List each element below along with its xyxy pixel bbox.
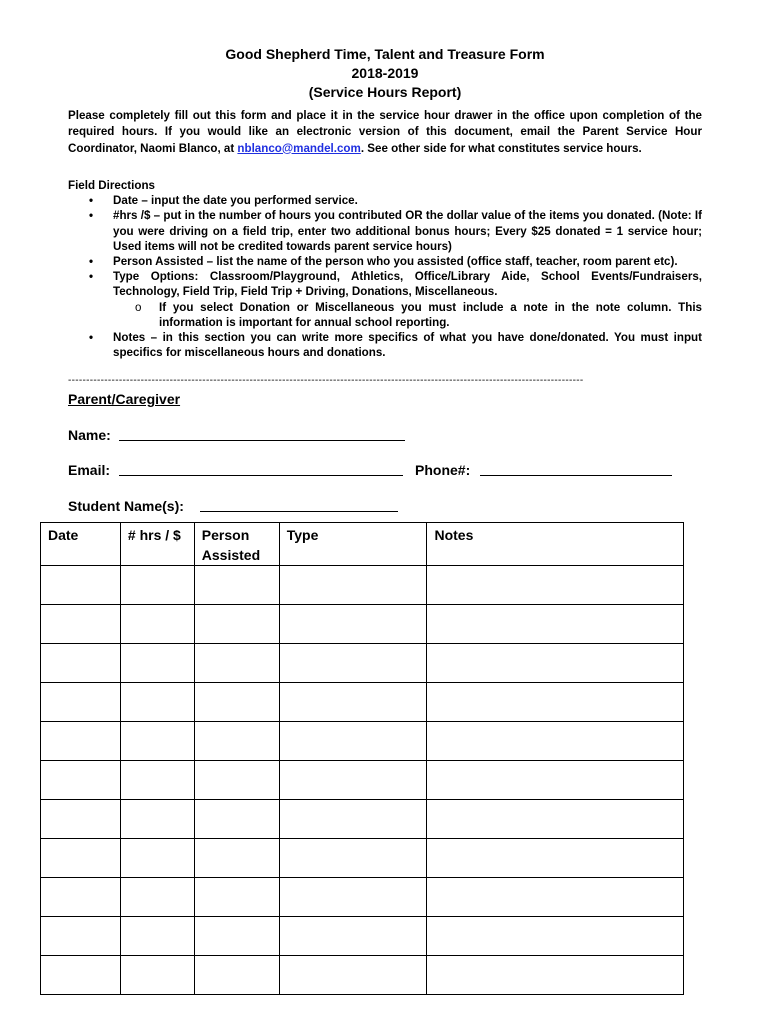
cell-type[interactable] xyxy=(279,605,427,644)
direction-text: #hrs /$ – put in the number of hours you contributed OR the dollar value of the items you donated. (Note: If you were driving on a field trip, enter two additional bonus hours; Every $25 donated = 1 service hour; Used items will not be credited towards parent service hours) xyxy=(113,209,702,253)
sub-bullet-icon: o xyxy=(135,300,142,314)
cell-type[interactable] xyxy=(279,839,427,878)
direction-item-person xyxy=(68,254,702,269)
phone-field[interactable] xyxy=(480,475,672,476)
direction-sub-item xyxy=(113,300,702,330)
student-names-field[interactable] xyxy=(200,511,398,512)
field-directions-heading: Field Directions xyxy=(68,179,155,192)
table-row xyxy=(41,800,684,839)
cell-notes[interactable] xyxy=(427,761,684,800)
col-header-type: Type xyxy=(279,523,427,566)
cell-person-assisted[interactable] xyxy=(194,566,279,605)
intro-text-end: . See other side for what constitutes service hours. xyxy=(360,141,642,155)
cell-person-assisted[interactable] xyxy=(194,605,279,644)
cell-date[interactable] xyxy=(41,683,121,722)
cell-date[interactable] xyxy=(41,566,121,605)
cell-notes[interactable] xyxy=(427,917,684,956)
col-header-notes: Notes xyxy=(427,523,684,566)
direction-sub-text: If you select Donation or Miscellaneous you must include a note in the note column. This information is important for annual school reporting. xyxy=(159,300,702,329)
table-row xyxy=(41,761,684,800)
cell-notes[interactable] xyxy=(427,800,684,839)
cell-notes[interactable] xyxy=(427,683,684,722)
cell-person-assisted[interactable] xyxy=(194,917,279,956)
intro-text: Please completely fill out this form and place it in the service hour drawer in the office upon completion of the required hours. If you would like an electronic version of this document, email the Parent Service Hour Coordinator, Naomi Blanco, at xyxy=(68,109,702,155)
cell-hours[interactable] xyxy=(120,800,194,839)
cell-type[interactable] xyxy=(279,761,427,800)
cell-person-assisted[interactable] xyxy=(194,644,279,683)
cell-person-assisted[interactable] xyxy=(194,839,279,878)
cell-type[interactable] xyxy=(279,917,427,956)
direction-text: Type Options: Classroom/Playground, Athletics, Office/Library Aide, School Events/Fundraisers, Technology, Field Trip, Field Trip + Driving, Donations, Miscellaneous. xyxy=(113,270,702,299)
direction-item-type xyxy=(68,269,702,330)
cell-hours[interactable] xyxy=(120,566,194,605)
cell-date[interactable] xyxy=(41,722,121,761)
col-header-date: Date xyxy=(41,523,121,566)
table-row xyxy=(41,839,684,878)
col-header-person-assisted: Person Assisted xyxy=(194,523,279,566)
service-hours-table xyxy=(40,522,684,995)
cell-date[interactable] xyxy=(41,761,121,800)
cell-date[interactable] xyxy=(41,800,121,839)
cell-date[interactable] xyxy=(41,956,121,995)
cell-hours[interactable] xyxy=(120,878,194,917)
direction-item-notes xyxy=(68,330,702,360)
cell-hours[interactable] xyxy=(120,956,194,995)
form-subtitle: (Service Hours Report) xyxy=(308,84,462,100)
type-sub-list xyxy=(113,300,702,330)
cell-type[interactable] xyxy=(279,644,427,683)
cell-hours[interactable] xyxy=(120,683,194,722)
bullet-icon: • xyxy=(89,331,94,345)
bullet-icon: • xyxy=(89,194,94,208)
direction-item-date xyxy=(68,193,702,208)
cell-notes[interactable] xyxy=(427,605,684,644)
cell-person-assisted[interactable] xyxy=(194,761,279,800)
cell-notes[interactable] xyxy=(427,956,684,995)
cell-hours[interactable] xyxy=(120,917,194,956)
cell-type[interactable] xyxy=(279,956,427,995)
cell-notes[interactable] xyxy=(427,878,684,917)
cell-date[interactable] xyxy=(41,644,121,683)
form-title: Good Shepherd Time, Talent and Treasure Form xyxy=(225,46,545,62)
table-row xyxy=(41,878,684,917)
cell-type[interactable] xyxy=(279,800,427,839)
table-row xyxy=(41,917,684,956)
email-label: Email: xyxy=(68,462,111,478)
cell-person-assisted[interactable] xyxy=(194,878,279,917)
cell-hours[interactable] xyxy=(120,722,194,761)
bullet-icon: • xyxy=(89,255,94,269)
cell-person-assisted[interactable] xyxy=(194,683,279,722)
cell-notes[interactable] xyxy=(427,839,684,878)
cell-hours[interactable] xyxy=(120,605,194,644)
cell-date[interactable] xyxy=(41,839,121,878)
table-row xyxy=(41,722,684,761)
directions-list xyxy=(68,193,702,360)
cell-notes[interactable] xyxy=(427,644,684,683)
name-field[interactable] xyxy=(119,440,405,441)
parent-caregiver-heading: Parent/Caregiver xyxy=(68,391,181,407)
cell-person-assisted[interactable] xyxy=(194,722,279,761)
table-row xyxy=(41,683,684,722)
cell-notes[interactable] xyxy=(427,566,684,605)
table-row xyxy=(41,605,684,644)
cell-date[interactable] xyxy=(41,917,121,956)
cell-hours[interactable] xyxy=(120,761,194,800)
bullet-icon: • xyxy=(89,270,94,284)
cell-date[interactable] xyxy=(41,878,121,917)
email-field[interactable] xyxy=(119,475,403,476)
table-row xyxy=(41,566,684,605)
field-directions xyxy=(68,178,702,360)
coordinator-email-link[interactable]: nblanco@mandel.com xyxy=(237,141,361,155)
table-row xyxy=(41,644,684,683)
student-names-label: Student Name(s): xyxy=(68,498,184,514)
table-body xyxy=(41,566,684,995)
cell-type[interactable] xyxy=(279,683,427,722)
dashed-divider: ---------------------------------------------------------------------------------------------------------------------------------------------- xyxy=(68,375,584,386)
direction-text: Notes – in this section you can write more specifics of what you have done/donated. You must input specifics for miscellaneous hours and donations. xyxy=(113,331,702,360)
cell-type[interactable] xyxy=(279,722,427,761)
cell-hours[interactable] xyxy=(120,839,194,878)
direction-text: Person Assisted – list the name of the person who you assisted (office staff, teacher, room parent etc). xyxy=(113,255,678,269)
table-row xyxy=(41,956,684,995)
cell-type[interactable] xyxy=(279,566,427,605)
intro-paragraph xyxy=(68,108,702,157)
cell-hours[interactable] xyxy=(120,644,194,683)
table-header-row xyxy=(41,523,684,566)
direction-text: Date – input the date you performed service. xyxy=(113,194,358,208)
cell-person-assisted[interactable] xyxy=(194,800,279,839)
cell-type[interactable] xyxy=(279,878,427,917)
cell-person-assisted[interactable] xyxy=(194,956,279,995)
bullet-icon: • xyxy=(89,209,94,223)
direction-item-hours xyxy=(68,208,702,254)
form-year: 2018-2019 xyxy=(351,65,419,81)
phone-label: Phone#: xyxy=(415,462,471,478)
col-header-hours: # hrs / $ xyxy=(120,523,194,566)
cell-notes[interactable] xyxy=(427,722,684,761)
name-label: Name: xyxy=(68,427,111,443)
cell-date[interactable] xyxy=(41,605,121,644)
